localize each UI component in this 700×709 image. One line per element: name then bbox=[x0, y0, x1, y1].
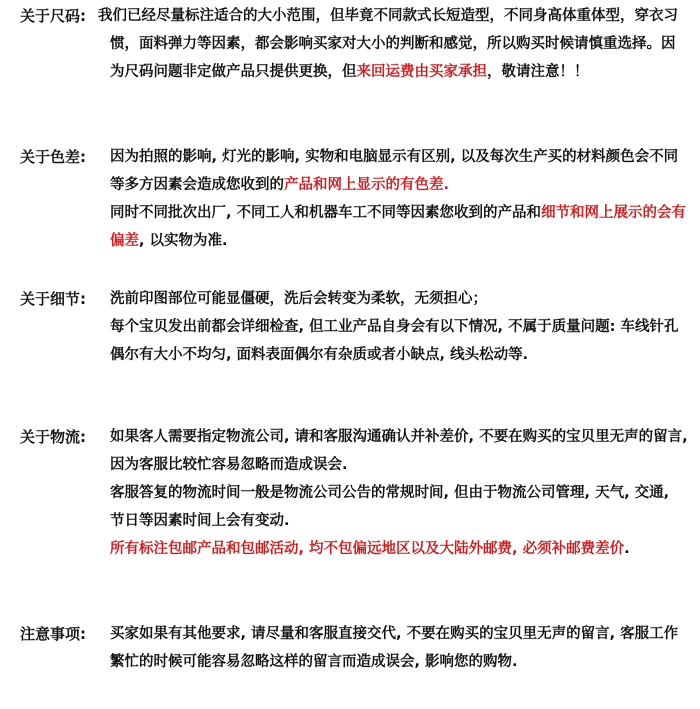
shipping-paragraph-2: 客服答复的物流时间一般是物流公司公告的常规时间, 但由于物流公司管理, 天气, 交通, 节日等因素时间上会有变动. bbox=[110, 485, 670, 529]
notes-body bbox=[110, 620, 688, 676]
notes-paragraph: 买家如果有其他要求, 请尽量和客服直接交代, 不要在购买的宝贝里无声的留言, 客服工作繁忙的时候可能容易忽略这样的留言而造成误会, 影响您的购物. bbox=[110, 626, 679, 670]
color-label: 关于色差: bbox=[20, 148, 86, 166]
color-paragraph-2 bbox=[110, 199, 688, 255]
shipping-label: 关于物流: bbox=[20, 428, 86, 446]
color-body bbox=[110, 143, 688, 255]
size-label: 关于尺码: bbox=[20, 7, 86, 25]
color-text-2: 同时不同批次出厂, 不同工人和机器车工不同等因素您收到的产品和 bbox=[110, 205, 542, 221]
detail-paragraph-2: 每个宝贝发出前都会详细检查, 但工业产品自身会有以下情况, 不属于质量问题: 车线针孔偶尔有大小不均匀, 面料表面偶尔有杂质或者小缺点, 线头松动等. bbox=[110, 319, 679, 363]
shipping-body bbox=[110, 423, 688, 563]
color-paragraph-1 bbox=[110, 143, 688, 199]
shipping-text-end: . bbox=[624, 541, 630, 557]
color-text-1: 因为拍照的影响, 灯光的影响, 实物和电脑显示有区别, 以及每次生产买的材料颜色会不同等多方因素会造成您收到的 bbox=[110, 149, 679, 193]
shipping-paragraph-1: 如果客人需要指定物流公司, 请和客服沟通确认并补差价, 不要在购买的宝贝里无声的留言, 因为客服比较忙容易忽略而造成误会. bbox=[110, 429, 688, 473]
detail-body bbox=[110, 285, 688, 369]
size-text-end: ，敬请注意！！ bbox=[487, 64, 589, 80]
notes-label: 注意事项: bbox=[20, 625, 86, 643]
size-body bbox=[98, 2, 688, 86]
shipping-paragraph-3 bbox=[110, 535, 688, 563]
color-highlight-2: 细节和网上展示的会有偏差 bbox=[110, 205, 687, 249]
size-highlight: 来回运费由买家承担 bbox=[356, 64, 487, 80]
color-highlight-1: 产品和网上显示的有色差. bbox=[284, 177, 450, 193]
detail-paragraph-1: 洗前印图部位可能显僵硬，洗后会转变为柔软，无须担心； bbox=[110, 291, 487, 307]
size-text: 我们已经尽量标注适合的大小范围，但毕竟不同款式长短造型，不同身高体重体型，穿衣习惯，面料弹力等因素，都会影响买家对大小的判断和感觉，所以购买时候请慎重选择。因为尺码问题非定做产品只提供更换，但 bbox=[98, 8, 678, 80]
detail-label: 关于细节: bbox=[20, 290, 86, 308]
shipping-highlight: 所有标注包邮产品和包邮活动, 均不包偏远地区以及大陆外邮费, 必须补邮费差价 bbox=[110, 541, 625, 557]
color-text-2-end: , 以实物为准. bbox=[139, 233, 228, 249]
size-paragraph bbox=[98, 2, 688, 86]
